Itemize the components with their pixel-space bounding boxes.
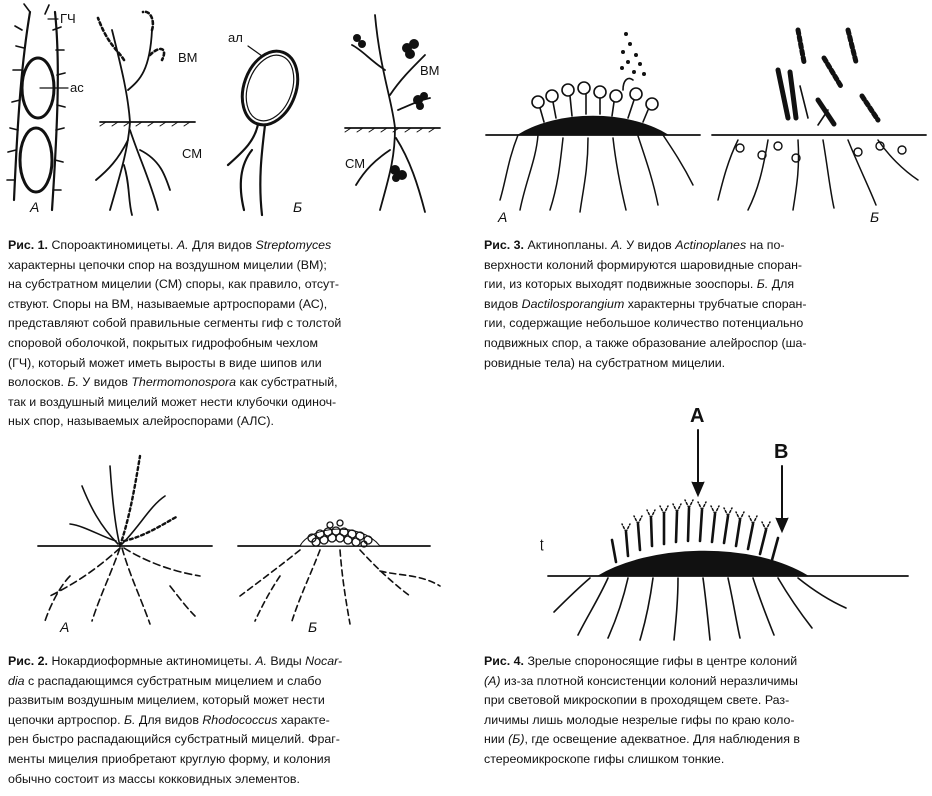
nocardia-mycelium <box>70 456 178 546</box>
caption-line: гии, из которых выходят подвижные зооспоры. Б. Для <box>484 277 795 292</box>
label-vm-1: ВМ <box>178 50 198 65</box>
caption-line: видов Dactilosporangium характерны трубчатые споран- <box>484 296 807 311</box>
arrow-label-a: A <box>690 405 705 427</box>
label-sm-1: СМ <box>182 146 203 161</box>
figure-4-caption <box>484 652 924 770</box>
caption-line: споровой оболочкой, покрытых гидрофобным чехлом <box>8 335 319 350</box>
caption-line: при световой микроскопии в проходящем свете. Раз- <box>484 693 790 708</box>
figure-2-caption <box>8 652 468 789</box>
figure-3-caption <box>484 236 924 373</box>
fragmented-substrate-a <box>45 548 200 624</box>
caption-line: волосков. Б. У видов Thermomonospora как субстратный, <box>8 375 338 390</box>
figure-2-illustration <box>0 446 470 640</box>
caption-line: так и воздушный мицелий может нести клубочки одиноч- <box>8 394 337 409</box>
label-b-1: Б <box>293 199 303 215</box>
caption-line: развитым воздушным мицелием, который может нести <box>8 693 325 708</box>
colony-shape <box>518 116 668 135</box>
label-a: А <box>60 619 70 635</box>
spore-chains <box>622 500 770 532</box>
caption-line: на субстратном мицелии (СМ) споры, как правило, отсут- <box>8 277 340 292</box>
caption-line: ных спор, называемых алейроспорами (АЛС). <box>8 414 274 429</box>
caption-line: Рис. 2. Нокардиоформные актиномицеты. А. Виды Nocar- <box>8 654 343 668</box>
caption-line: цепочки артроспор. Б. Для видов Rhodococcus характе- <box>8 712 330 727</box>
streptomyces-mycelium-drawing <box>96 12 195 215</box>
caption-line: рен быстро распадающийся субстратный мицелий. Фраг- <box>8 732 340 747</box>
label-gch: ГЧ <box>60 11 76 26</box>
label-a: А <box>30 199 40 215</box>
caption-line: менты мицелия приобретают круглую форму, и колония <box>8 751 331 766</box>
substrate-hyphae <box>554 578 846 640</box>
label-a: А <box>498 209 508 225</box>
label-b: Б <box>308 619 318 635</box>
stray-mark: ʈ <box>540 536 544 551</box>
caption-line: ровидные тела) на субстратном мицелии. <box>484 355 726 370</box>
label-al: ал <box>228 30 243 45</box>
label-vm-2: ВМ <box>420 63 440 78</box>
caption-line: Рис. 3. Актинопланы. А. У видов Actinoplanes на по- <box>484 238 785 252</box>
caption-line: (А) из-за плотной консистенции колоний неразличимы <box>484 673 798 688</box>
caption-line: характерны цепочки спор на воздушном мицелии (ВМ); <box>8 257 327 272</box>
figure-4-illustration <box>478 400 932 646</box>
mature-colony-shape <box>598 551 808 576</box>
tubular-sporangia <box>778 30 878 125</box>
figure-1-illustration <box>0 0 470 230</box>
caption-line: нии (Б), где освещение адекватное. Для наблюдения в <box>484 732 800 747</box>
aleurospore-drawing <box>228 43 307 215</box>
spore-chain-drawing <box>7 4 65 210</box>
label-sm-2: СМ <box>345 156 366 171</box>
sporangia-drawing <box>532 78 658 122</box>
caption-line: подвижных спор, а также образование алейроспор (ша- <box>484 335 807 350</box>
caption-line: стереомикроскопе гифы слишком тонкие. <box>484 751 725 766</box>
caption-line: (ГЧ), который может иметь выросты в виде шипов или <box>8 355 322 370</box>
caption-line: гии, содержащие небольшое количество потенциально <box>484 316 804 331</box>
figure-1-caption <box>8 236 468 432</box>
caption-line: Рис. 1. Спороактиномицеты. А. Для видов Streptomyces <box>8 238 332 252</box>
substrate-mycelium-b <box>718 140 918 210</box>
caption-line: личимы лишь молодые незрелые гифы по краю коло- <box>484 712 795 727</box>
caption-line: dia с распадающимся субстратным мицелием и слабо <box>8 673 322 688</box>
label-b: Б <box>870 209 880 225</box>
zoospores <box>620 32 646 76</box>
caption-line: верхности колоний формируются шаровидные споран- <box>484 257 803 272</box>
fragmented-substrate-b <box>240 550 440 624</box>
substrate-mycelium-a <box>500 135 693 212</box>
aleurospores-b <box>736 142 906 162</box>
caption-line: представляют собой правильные сегменты гиф с толстой <box>8 316 342 331</box>
caption-line: ствуют. Споры на ВМ, называемые артроспорами (АС), <box>8 296 328 311</box>
arrow-label-b: B <box>774 441 789 463</box>
label-as: ас <box>70 80 84 95</box>
caption-line: Рис. 4. Зрелые спороносящие гифы в центре колоний <box>484 654 798 668</box>
figure-3-illustration <box>478 0 932 232</box>
caption-line: обычно состоит из массы кокковидных элементов. <box>8 771 300 786</box>
